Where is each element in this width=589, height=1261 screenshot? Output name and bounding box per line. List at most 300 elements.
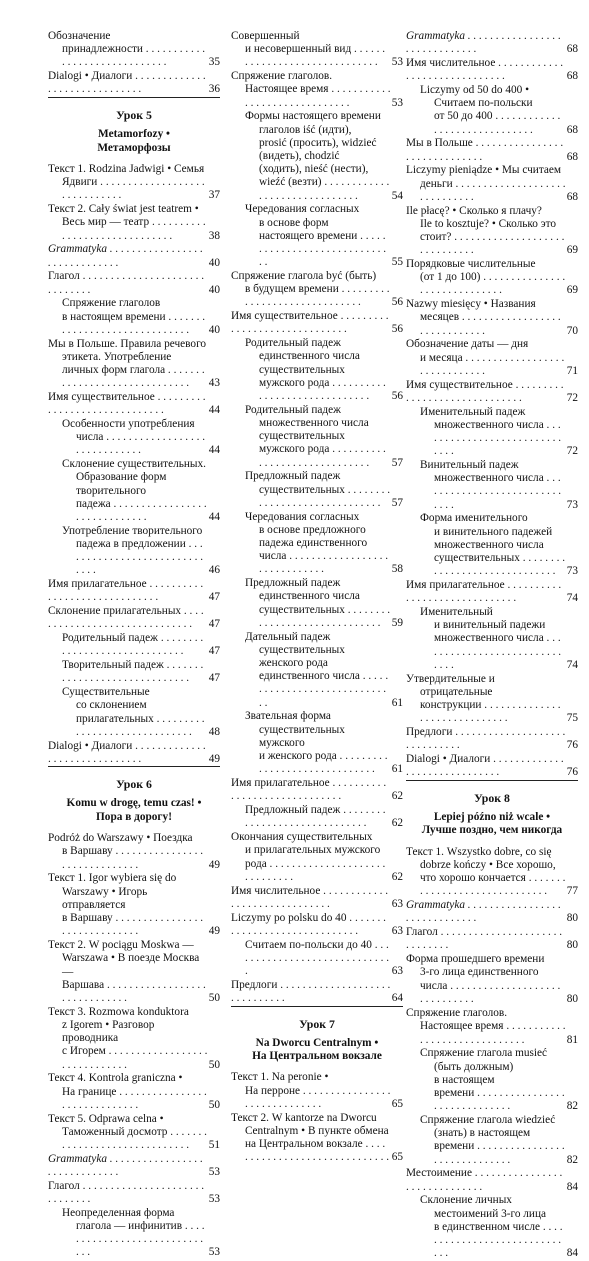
toc-page-number: 44 — [208, 444, 220, 457]
toc-entry — [48, 391, 220, 417]
toc-entry-text: Обозначение даты — дня и месяца . . . . . . . . . . . . . . . . . . . . . . . . . . . . . . — [406, 338, 565, 377]
dot-leader: . . . . . . . . . . . . . . . . . . . . . . . . . . . . . . — [231, 310, 389, 336]
toc-page-number: 84 — [566, 1180, 578, 1193]
toc-page-number: 72 — [566, 445, 578, 458]
toc-entry-text: Спряжение глаголов в настоящем времени . . . . . . . . . . . . . . . . . . . . . . . . . . . . . . — [62, 297, 206, 336]
toc-entry — [231, 912, 403, 938]
toc-entry-text: Текст 1. Igor wybiera się do Warszawy • Игорь отправляется в Варшаву . . . . . . . . . . . . . . . . . . . . . . . . . . . . . . — [48, 872, 204, 938]
toc-entry — [231, 979, 403, 1007]
toc-entry — [231, 110, 403, 202]
toc-page-number: 82 — [566, 1100, 578, 1113]
toc-entry — [406, 258, 578, 298]
toc-page-number: 81 — [566, 1033, 578, 1046]
toc-page-number: 58 — [391, 563, 403, 576]
toc-page-number: 63 — [391, 964, 403, 977]
dot-leader: . . . . . . . . . . . . . . . . . . . . . . . . . . . . . . — [406, 57, 564, 83]
toc-page-number: 62 — [391, 817, 403, 830]
toc-entry-text: Спряжение глагола wiedzieć (знать) в настоящем времени . . . . . . . . . . . . . . . . . . . . . . . . . . . . . . — [420, 1114, 565, 1166]
dot-leader: . . . . . . . . . . . . . . . . . . . . . . . . . . . . . . — [62, 1125, 207, 1151]
toc-page-number: 53 — [391, 96, 403, 109]
toc-page-number: 40 — [208, 256, 220, 269]
toc-entry — [48, 686, 220, 739]
dot-leader: . . . . . . . . . . . . . . . . . . . . . . . . . . . . . . — [434, 472, 562, 511]
dot-leader: . . . . . . . . . . . . . . . . . . . . . . . . . . . . . . — [245, 83, 391, 109]
toc-page-number: 68 — [566, 123, 578, 136]
toc-entry-text: Склонение существительных. Образование форм творительного падежа . . . . . . . . . . . . . . . . . . . . . . . . . . . . . . — [62, 458, 207, 523]
dot-leader: . . . . . . . . . . . . . . . . . . . . . . . . . . . . . . — [434, 110, 561, 136]
toc-page-number: 54 — [391, 189, 403, 202]
toc-entry-text: Спряжение глагола być (быть) в будущем времени . . . . . . . . . . . . . . . . . . . . . . . . . . . . . . — [231, 270, 390, 309]
toc-entry-text: Мы в Польше . . . . . . . . . . . . . . . . . . . . . . . . . . . . . . — [406, 137, 564, 163]
toc-page-number: 62 — [391, 790, 403, 803]
toc-page-number: 63 — [391, 924, 403, 937]
toc-page-number: 40 — [208, 283, 220, 296]
toc-entry-text: Винительный падеж множественного числа . . . . . . . . . . . . . . . . . . . . . . . . . . . . . . — [420, 459, 562, 511]
toc-entry-text: Творительный падеж . . . . . . . . . . . . . . . . . . . . . . . . . . . . . . — [62, 659, 204, 685]
toc-entry — [48, 458, 220, 524]
toc-page-number: 62 — [391, 870, 403, 883]
dot-leader: . . . . . . . . . . . . . . . . . . . . . . . . . . . . . . — [420, 699, 561, 725]
toc-entry — [48, 525, 220, 578]
toc-page-number: 73 — [566, 498, 578, 511]
dot-leader: . . . . . . . . . . . . . . . . . . . . . . . . . . . . . . — [76, 431, 206, 457]
toc-entry — [406, 846, 578, 899]
toc-entry — [231, 310, 403, 336]
toc-page-number: 75 — [566, 712, 578, 725]
toc-entry-text: Родительный падеж . . . . . . . . . . . . . . . . . . . . . . . . . . . . . . — [62, 632, 204, 658]
dot-leader: . . . . . . . . . . . . . . . . . . . . . . . . . . . . . . — [62, 632, 204, 658]
dot-leader: . . . . . . . . . . . . . . . . . . . . . . . . . . . . . . — [406, 378, 564, 404]
toc-entry-text: Спряжение глаголов. — [406, 1006, 508, 1019]
toc-page-number: 70 — [566, 324, 578, 337]
toc-entry — [406, 1047, 578, 1113]
toc-page-number: 68 — [566, 70, 578, 83]
dot-leader: . . . . . . . . . . . . . . . . . . . . . . . . . . . . . . — [259, 176, 390, 202]
toc-entry-text: Ile płacę? • Сколько я плачу? Ile to kosztuje? • Сколько это стоит? . . . . . . . . . . . . . . . . . . . . . . . . . . . . . . — [406, 204, 565, 257]
toc-entry — [231, 511, 403, 577]
lesson-heading: Урок 8 — [474, 790, 510, 805]
toc-entry — [406, 338, 578, 378]
toc-column-1 — [48, 30, 220, 1260]
toc-entry — [48, 70, 220, 98]
toc-entry-text: Порядковые числительные (от 1 до 100) . . . . . . . . . . . . . . . . . . . . . . . . . . . . . . — [406, 258, 566, 297]
toc-entry-text: Текст 1. Rodzina Jadwigi • Семья Ядвиги . . . . . . . . . . . . . . . . . . . . . . . . . . . . . . — [48, 162, 205, 202]
toc-entry-text: Чередования согласных в основе предложного падежа единственного числа . . . . . . . . . . . . . . . . . . . . . . . . . . . . . . — [245, 510, 389, 576]
dot-leader: . . . . . . . . . . . . . . . . . . . . . . . . . . . . . . — [62, 1085, 207, 1111]
toc-entry — [406, 673, 578, 726]
toc-page-number: 76 — [566, 739, 578, 752]
toc-page-number: 64 — [391, 991, 403, 1004]
dot-leader: . . . . . . . . . . . . . . . . . . . . . . . . . . . . . . — [245, 804, 386, 830]
toc-entry-text: Обозначение принадлежности . . . . . . . . . . . . . . . . . . . . . . . . . . . . . . — [48, 30, 206, 69]
toc-entry — [231, 1071, 403, 1111]
toc-entry-text: Считаем по-польски до 40 . . . . . . . . . . . . . . . . . . . . . . . . . . . . . . — [245, 938, 390, 977]
dot-leader: . . . . . . . . . . . . . . . . . . . . . . . . . . . . . . — [434, 632, 562, 671]
toc-entry — [48, 832, 220, 872]
toc-entry — [231, 404, 403, 470]
dot-leader: . . . . . . . . . . . . . . . . . . . . . . . . . . . . . . — [48, 605, 204, 631]
dot-leader: . . . . . . . . . . . . . . . . . . . . . . . . . . . . . . — [245, 938, 390, 977]
dot-leader: . . . . . . . . . . . . . . . . . . . . . . . . . . . . . . — [406, 926, 563, 952]
toc-entry-text: Настоящее время . . . . . . . . . . . . . . . . . . . . . . . . . . . . . . — [420, 1020, 566, 1046]
lesson-title: Lepiej późno niż wcale • Лучше поздно, чем никогда — [421, 810, 563, 837]
dot-leader: . . . . . . . . . . . . . . . . . . . . . . . . . . . . . . — [434, 1220, 563, 1260]
toc-entry-text: Имя прилагательное . . . . . . . . . . . . . . . . . . . . . . . . . . . . . . — [406, 579, 562, 605]
dot-leader: . . . . . . . . . . . . . . . . . . . . . . . . . . . . . . — [76, 712, 205, 738]
dot-leader: . . . . . . . . . . . . . . . . . . . . . . . . . . . . . . — [259, 229, 387, 269]
toc-entry — [406, 579, 578, 605]
toc-entry — [231, 470, 403, 510]
dot-leader: . . . . . . . . . . . . . . . . . . . . . . . . . . . . . . — [259, 603, 391, 629]
toc-entry-text: Предлоги . . . . . . . . . . . . . . . . . . . . . . . . . . . . . . — [231, 978, 391, 1004]
toc-entry — [48, 418, 220, 458]
toc-entry-text: Grammatyka . . . . . . . . . . . . . . . . . . . . . . . . . . . . . . — [406, 30, 562, 56]
dot-leader: . . . . . . . . . . . . . . . . . . . . . . . . . . . . . . — [434, 552, 566, 578]
toc-entry — [48, 338, 220, 391]
toc-entry-text: Текст 2. W pociągu Moskwa — Warszawa • В поезде Москва — Варшава . . . . . . . . . . . . . . . . . . . . . . . . . . . . . . — [48, 939, 206, 1004]
toc-page-number: 55 — [391, 256, 403, 269]
toc-entry — [231, 885, 403, 911]
lesson-heading: Урок 5 — [116, 108, 152, 123]
toc-entry — [406, 379, 578, 405]
toc-entry-text: Звательная форма существительных мужского и женского рода . . . . . . . . . . . . . . . . . . . . . . . . . . . . . . — [245, 710, 388, 776]
toc-page-number: 69 — [566, 244, 578, 257]
toc-entry-text: Имя существительное . . . . . . . . . . . . . . . . . . . . . . . . . . . . . . — [231, 310, 389, 336]
toc-page-number: 63 — [391, 897, 403, 910]
toc-entry-text: Предлоги . . . . . . . . . . . . . . . . . . . . . . . . . . . . . . — [406, 726, 566, 752]
toc-page-number: 77 — [566, 885, 578, 898]
dot-leader: . . . . . . . . . . . . . . . . . . . . . . . . . . . . . . — [420, 271, 566, 297]
toc-page-number: 57 — [391, 456, 403, 469]
toc-entry-text: Утвердительные и отрицательные конструкции . . . . . . . . . . . . . . . . . . . . . . . . . . . . . . — [406, 672, 561, 725]
toc-entry — [406, 1114, 578, 1167]
toc-page-number: 53 — [208, 1165, 220, 1178]
dot-leader: . . . . . . . . . . . . . . . . . . . . . . . . . . . . . . — [406, 1167, 563, 1193]
toc-entry — [48, 163, 220, 203]
toc-entry — [48, 1072, 220, 1112]
dot-leader: . . . . . . . . . . . . . . . . . . . . . . . . . . . . . . — [406, 30, 562, 56]
toc-page-number: 35 — [208, 56, 220, 69]
toc-page-number: 68 — [566, 43, 578, 56]
toc-entry — [48, 578, 220, 604]
toc-page-number: 74 — [566, 658, 578, 671]
toc-entry-text: Глагол . . . . . . . . . . . . . . . . . . . . . . . . . . . . . . — [48, 270, 205, 296]
toc-column-2 — [231, 30, 403, 1165]
toc-entry-text: Текст 3. Rozmowa konduktora z Igorem • Разговор проводника с Игорем . . . . . . . . . . . . . . . . . . . . . . . . . . . . . . — [48, 1005, 208, 1071]
toc-entry-text: Совершенный и несовершенный вид . . . . . . . . . . . . . . . . . . . . . . . . . . . . . . — [231, 30, 386, 69]
toc-page-number: 44 — [208, 404, 220, 417]
toc-page-number: 46 — [208, 564, 220, 577]
toc-entry — [406, 926, 578, 952]
dot-leader: . . . . . . . . . . . . . . . . . . . . . . . . . . . . . . — [406, 726, 566, 752]
dot-leader: . . . . . . . . . . . . . . . . . . . . . . . . . . . . . . — [62, 176, 205, 202]
toc-page-number: 76 — [566, 766, 578, 779]
toc-entry — [231, 30, 403, 70]
dot-leader: . . . . . . . . . . . . . . . . . . . . . . . . . . . . . . — [76, 537, 204, 577]
toc-page-number: 82 — [566, 1153, 578, 1166]
dot-leader: . . . . . . . . . . . . . . . . . . . . . . . . . . . . . . — [48, 1179, 205, 1205]
dot-leader: . . . . . . . . . . . . . . . . . . . . . . . . . . . . . . — [259, 443, 386, 469]
toc-page-number: 53 — [208, 1192, 220, 1205]
toc-page-number: 40 — [208, 323, 220, 336]
dot-leader: . . . . . . . . . . . . . . . . . . . . . . . . . . . . . . — [48, 739, 206, 765]
toc-page-number: 56 — [391, 323, 403, 336]
toc-page-number: 50 — [208, 1058, 220, 1071]
dot-leader: . . . . . . . . . . . . . . . . . . . . . . . . . . . . . . — [48, 578, 204, 604]
dot-leader: . . . . . . . . . . . . . . . . . . . . . . . . . . . . . . — [245, 283, 390, 309]
dot-leader: . . . . . . . . . . . . . . . . . . . . . . . . . . . . . . — [406, 579, 562, 605]
dot-leader: . . . . . . . . . . . . . . . . . . . . . . . . . . . . . . — [420, 311, 561, 337]
toc-page-number: 47 — [208, 618, 220, 631]
lesson-title: Metamorfozy • Метаморфозы — [97, 128, 171, 154]
toc-entry-text: Предложный падеж . . . . . . . . . . . . . . . . . . . . . . . . . . . . . . — [245, 804, 386, 830]
toc-page-number: 65 — [391, 1151, 403, 1164]
toc-entry-text: Мы в Польше. Правила речевого этикета. Употребление личных форм глагола . . . . . . . . . . . . . . . . . . . . . . . . . . . . . . — [48, 337, 207, 390]
dot-leader: . . . . . . . . . . . . . . . . . . . . . . . . . . . . . . — [76, 497, 207, 523]
toc-entry-text: Grammatyka . . . . . . . . . . . . . . . . . . . . . . . . . . . . . . — [48, 243, 204, 269]
dot-leader: . . . . . . . . . . . . . . . . . . . . . . . . . . . . . . — [62, 43, 206, 69]
toc-entry — [231, 270, 403, 310]
toc-page-number: 47 — [208, 672, 220, 685]
toc-entry — [48, 632, 220, 658]
toc-entry — [48, 872, 220, 938]
dot-leader: . . . . . . . . . . . . . . . . . . . . . . . . . . . . . . — [62, 363, 205, 390]
toc-entry — [406, 57, 578, 83]
toc-page-number: 80 — [566, 992, 578, 1005]
toc-entry-text: Дательный падеж существительных женского рода единственного числа . . . . . . . . . . . . . . . . . . . . . . . . . . . . . . — [245, 630, 389, 709]
toc-entry-text: Глагол . . . . . . . . . . . . . . . . . . . . . . . . . . . . . . — [48, 1179, 205, 1205]
toc-entry-text: Liczymy od 50 do 400 • Считаем по-польски от 50 до 400 . . . . . . . . . . . . . . . . . . . . . . . . . . . . . . — [420, 84, 561, 136]
dot-leader: . . . . . . . . . . . . . . . . . . . . . . . . . . . . . . — [231, 911, 387, 937]
toc-entry — [231, 337, 403, 403]
dot-leader: . . . . . . . . . . . . . . . . . . . . . . . . . . . . . . — [434, 1140, 565, 1166]
toc-page-number: 73 — [566, 565, 578, 578]
toc-page-number: 36 — [208, 83, 220, 96]
toc-page-number: 68 — [566, 150, 578, 163]
toc-page-number: 56 — [391, 390, 403, 403]
toc-page-number: 53 — [391, 56, 403, 69]
toc-page-number: 59 — [391, 616, 403, 629]
toc-entry-text: Dialogi • Диалоги . . . . . . . . . . . . . . . . . . . . . . . . . . . . . . — [48, 739, 206, 765]
toc-entry-text: Неопределенная форма глагола — инфинитив . . . . . . . . . . . . . . . . . . . . . . . . . . . . . . — [62, 1206, 205, 1259]
toc-entry — [406, 512, 578, 578]
toc-entry-text: Именительный и винительный падежи множественного числа . . . . . . . . . . . . . . . . . . . . . . . . . . . . . . — [420, 606, 562, 671]
toc-entry — [406, 1007, 578, 1020]
toc-page-number: 65 — [391, 1097, 403, 1110]
toc-entry-text: Родительный падеж множественного числа существительных мужского рода . . . . . . . . . . . . . . . . . . . . . . . . . . . . . . — [245, 403, 386, 469]
toc-entry-text: Dialogi • Диалоги . . . . . . . . . . . . . . . . . . . . . . . . . . . . . . — [406, 753, 564, 779]
toc-entry-text: Предложный падеж существительных . . . . . . . . . . . . . . . . . . . . . . . . . . . . . . — [245, 470, 391, 509]
dot-leader: . . . . . . . . . . . . . . . . . . . . . . . . . . . . . . — [231, 777, 387, 803]
toc-entry — [406, 84, 578, 137]
toc-entry-text: Окончания существительных и прилагательных мужского рода . . . . . . . . . . . . . . . . . . . . . . . . . . . . . . — [231, 831, 386, 883]
dot-leader: . . . . . . . . . . . . . . . . . . . . . . . . . . . . . . — [420, 872, 566, 898]
toc-entry-text: Текст 2. Cały świat jest teatrem • Весь мир — театр . . . . . . . . . . . . . . . . . . . . . . . . . . . . . . — [48, 203, 206, 242]
toc-entry-text: Podróż do Warszawy • Поездка в Варшаву . . . . . . . . . . . . . . . . . . . . . . . . . . . . . . — [48, 832, 204, 871]
dot-leader: . . . . . . . . . . . . . . . . . . . . . . . . . . . . . . — [231, 978, 391, 1004]
toc-page-number: 50 — [208, 991, 220, 1004]
toc-entry — [406, 298, 578, 338]
toc-entry — [48, 1006, 220, 1072]
dot-leader: . . . . . . . . . . . . . . . . . . . . . . . . . . . . . . — [434, 418, 562, 458]
toc-page-number: 56 — [391, 296, 403, 309]
toc-entry-text: Именительный падеж множественного числа . . . . . . . . . . . . . . . . . . . . . . . . . . . . . . — [420, 405, 562, 458]
dot-leader: . . . . . . . . . . . . . . . . . . . . . . . . . . . . . . — [48, 70, 206, 96]
toc-entry-text: Dialogi • Диалоги . . . . . . . . . . . . . . . . . . . . . . . . . . . . . . — [48, 70, 206, 96]
toc-entry-text: Особенности употребления числа . . . . . . . . . . . . . . . . . . . . . . . . . . . . . . — [62, 417, 206, 457]
dot-leader: . . . . . . . . . . . . . . . . . . . . . . . . . . . . . . — [259, 750, 388, 776]
dot-leader: . . . . . . . . . . . . . . . . . . . . . . . . . . . . . . — [259, 670, 389, 709]
toc-page-number: 74 — [566, 592, 578, 605]
toc-entry-text: Имя прилагательное . . . . . . . . . . . . . . . . . . . . . . . . . . . . . . — [48, 578, 204, 604]
dot-leader: . . . . . . . . . . . . . . . . . . . . . . . . . . . . . . — [62, 216, 206, 242]
toc-entry — [406, 953, 578, 1006]
toc-entry-text: Спряжение глагола musieć (быть должным) в настоящем времени . . . . . . . . . . . . . . . . . . . . . . . . . . . . . . — [420, 1047, 565, 1113]
toc-page-number: 57 — [391, 496, 403, 509]
toc-page-number: 68 — [566, 190, 578, 203]
dot-leader: . . . . . . . . . . . . . . . . . . . . . . . . . . . . . . — [62, 845, 204, 871]
lesson-heading: Урок 7 — [299, 1016, 335, 1031]
toc-entry-text: Liczymy po polsku do 40 . . . . . . . . . . . . . . . . . . . . . . . . . . . . . . — [231, 911, 387, 937]
toc-entry — [48, 1180, 220, 1206]
toc-entry-text: Liczymy pieniądze • Мы считаем деньги . . . . . . . . . . . . . . . . . . . . . . . . . . . . . . — [406, 164, 566, 203]
toc-page-number: 84 — [566, 1247, 578, 1260]
lesson-title: Komu w drogę, temu czas! • Пора в дорогу! — [66, 797, 202, 823]
dot-leader: . . . . . . . . . . . . . . . . . . . . . . . . . . . . . . — [62, 659, 204, 685]
toc-entry — [48, 203, 220, 243]
lesson-heading: Урок 6 — [116, 777, 152, 792]
dot-leader: . . . . . . . . . . . . . . . . . . . . . . . . . . . . . . — [420, 1020, 566, 1046]
toc-entry — [231, 939, 403, 979]
toc-page-number: 38 — [208, 229, 220, 242]
toc-page-number: 80 — [566, 939, 578, 952]
dot-leader: . . . . . . . . . . . . . . . . . . . . . . . . . . . . . . — [406, 899, 562, 925]
toc-entry — [406, 753, 578, 781]
dot-leader: . . . . . . . . . . . . . . . . . . . . . . . . . . . . . . — [48, 1152, 204, 1178]
toc-entry — [48, 1153, 220, 1179]
dot-leader: . . . . . . . . . . . . . . . . . . . . . . . . . . . . . . — [231, 884, 389, 910]
dot-leader: . . . . . . . . . . . . . . . . . . . . . . . . . . . . . . — [62, 912, 204, 938]
lesson-title: Na Dworcu Centralnym • На Центральном вокзале — [252, 1036, 382, 1063]
dot-leader: . . . . . . . . . . . . . . . . . . . . . . . . . . . . . . — [259, 550, 389, 576]
toc-entry-text: Имя существительное . . . . . . . . . . . . . . . . . . . . . . . . . . . . . . — [48, 390, 206, 417]
toc-entry — [406, 164, 578, 204]
toc-entry — [406, 726, 578, 752]
toc-entry-text: Форма прошедшего времени 3-го лица единственного числа . . . . . . . . . . . . . . . . . . . . . . . . . . . . . . — [406, 953, 561, 1005]
toc-entry — [406, 30, 578, 56]
toc-entry — [231, 1112, 403, 1165]
toc-entry-text: Формы настоящего времени глаголов iść (идти), prosić (просить), widzieć (видеть), chodzić (ходить), nieść (нести), wieźć (везти) . . . . . . . . . . . . . . . . . . . . . . . . . . . . . . — [245, 110, 390, 202]
toc-entry — [48, 30, 220, 70]
toc-entry-text: Употребление творительного падежа в предложении . . . . . . . . . . . . . . . . . . . . . . . . . . . . . . — [62, 524, 204, 577]
toc-page-number: 80 — [566, 912, 578, 925]
dot-leader: . . . . . . . . . . . . . . . . . . . . . . . . . . . . . . — [62, 310, 206, 336]
toc-entry-text: Имя прилагательное . . . . . . . . . . . . . . . . . . . . . . . . . . . . . . — [231, 777, 387, 803]
toc-page-number: 71 — [566, 364, 578, 377]
dot-leader: . . . . . . . . . . . . . . . . . . . . . . . . . . . . . . — [245, 857, 386, 883]
dot-leader: . . . . . . . . . . . . . . . . . . . . . . . . . . . . . . — [420, 177, 566, 203]
dot-leader: . . . . . . . . . . . . . . . . . . . . . . . . . . . . . . — [434, 1087, 565, 1113]
toc-entry-text: Текст 2. W kantorze na Dworcu Centralnym • В пункте обмена на Центральном вокзале . . . . . . . . . . . . . . . . . . . . . . . . . . . . . . — [231, 1111, 390, 1164]
toc-entry — [231, 631, 403, 710]
toc-entry — [406, 1020, 578, 1046]
toc-page-number: 37 — [208, 189, 220, 202]
toc-entry — [406, 205, 578, 258]
toc-entry-text: Текст 5. Odprawa celna • Таможенный досмотр . . . . . . . . . . . . . . . . . . . . . . . . . . . . . . — [48, 1112, 207, 1151]
toc-page-number: 50 — [208, 1098, 220, 1111]
toc-entry-text: Grammatyka . . . . . . . . . . . . . . . . . . . . . . . . . . . . . . — [48, 1152, 204, 1178]
toc-entry — [406, 1167, 578, 1193]
toc-page-number: 47 — [208, 591, 220, 604]
toc-entry-text: Текст 1. Wszystko dobre, co się dobrze kończy • Все хорошо, что хорошо кончается . . . . . . . . . . . . . . . . . . . . . . . . . . . . . . — [406, 845, 566, 898]
dot-leader: . . . . . . . . . . . . . . . . . . . . . . . . . . . . . . — [406, 137, 564, 163]
toc-page-number: 61 — [391, 763, 403, 776]
toc-entry-text: Текст 1. Na peronie • На перроне . . . . . . . . . . . . . . . . . . . . . . . . . . . . . . — [231, 1071, 391, 1110]
toc-entry-text: Склонение прилагательных . . . . . . . . . . . . . . . . . . . . . . . . . . . . . . — [48, 605, 204, 631]
toc-entry — [231, 804, 403, 830]
toc-entry-text: Текст 4. Kontrola graniczna • На границе . . . . . . . . . . . . . . . . . . . . . . . . . . . . . . — [48, 1072, 207, 1111]
toc-entry — [48, 605, 220, 631]
toc-entry — [406, 1194, 578, 1260]
toc-entry-text: Имя существительное . . . . . . . . . . . . . . . . . . . . . . . . . . . . . . — [406, 378, 564, 404]
toc-entry — [48, 659, 220, 685]
toc-entry — [406, 459, 578, 512]
toc-page-number: 49 — [208, 925, 220, 938]
dot-leader: . . . . . . . . . . . . . . . . . . . . . . . . . . . . . . — [406, 753, 564, 779]
dot-leader: . . . . . . . . . . . . . . . . . . . . . . . . . . . . . . — [245, 43, 386, 69]
toc-entry-text: Спряжение глаголов. Настоящее время . . . . . . . . . . . . . . . . . . . . . . . . . . . . . . — [231, 70, 391, 109]
dot-leader: . . . . . . . . . . . . . . . . . . . . . . . . . . . . . . — [48, 390, 206, 417]
dot-leader: . . . . . . . . . . . . . . . . . . . . . . . . . . . . . . — [245, 1084, 391, 1110]
toc-entry — [231, 577, 403, 630]
dot-leader: . . . . . . . . . . . . . . . . . . . . . . . . . . . . . . — [48, 270, 205, 296]
toc-entry — [48, 270, 220, 296]
toc-page-number: 47 — [208, 645, 220, 658]
toc-entry — [48, 297, 220, 337]
toc-entry — [406, 899, 578, 925]
toc-page-number: 51 — [208, 1138, 220, 1151]
toc-entry-text: Имя числительное . . . . . . . . . . . . . . . . . . . . . . . . . . . . . . — [231, 884, 389, 910]
dot-leader: . . . . . . . . . . . . . . . . . . . . . . . . . . . . . . — [420, 351, 565, 377]
toc-entry — [231, 710, 403, 776]
toc-entry-text: Форма именительного и винительного падежей множественного числа существительных . . . . . . . . . . . . . . . . . . . . . . . . . . . . . . — [420, 512, 566, 578]
toc-entry-text: Nazwy miesięcy • Названия месяцев . . . . . . . . . . . . . . . . . . . . . . . . . . . . . . — [406, 298, 561, 337]
toc-page-number: 44 — [208, 510, 220, 523]
toc-entry — [48, 740, 220, 768]
toc-entry — [231, 70, 403, 110]
toc-entry — [48, 1207, 220, 1260]
toc-entry-text: Склонение личных местоимений 3-го лица в единственном числе . . . . . . . . . . . . . . . . . . . . . . . . . . . . . . — [420, 1194, 563, 1260]
toc-entry — [406, 606, 578, 672]
toc-entry — [406, 137, 578, 163]
toc-entry — [48, 243, 220, 269]
toc-entry-text: Существительные со склонением прилагательных . . . . . . . . . . . . . . . . . . . . . . . . . . . . . . — [62, 686, 205, 738]
toc-entry-text: Родительный падеж единственного числа существительных мужского рода . . . . . . . . . . . . . . . . . . . . . . . . . . . . . . — [245, 337, 386, 403]
toc-entry-text: Имя числительное . . . . . . . . . . . . . . . . . . . . . . . . . . . . . . — [406, 57, 564, 83]
toc-page-number: 53 — [208, 1246, 220, 1259]
dot-leader: . . . . . . . . . . . . . . . . . . . . . . . . . . . . . . — [259, 376, 386, 403]
toc-page-number: 72 — [566, 391, 578, 404]
dot-leader: . . . . . . . . . . . . . . . . . . . . . . . . . . . . . . — [259, 483, 391, 509]
table-of-contents — [48, 30, 578, 1260]
toc-entry-text: Глагол . . . . . . . . . . . . . . . . . . . . . . . . . . . . . . — [406, 926, 563, 952]
toc-entry-text: Предложный падеж единственного числа существительных . . . . . . . . . . . . . . . . . . . . . . . . . . . . . . — [245, 577, 391, 629]
toc-entry — [231, 203, 403, 269]
toc-column-3 — [406, 30, 578, 1261]
toc-page-number: 61 — [391, 696, 403, 709]
toc-page-number: 48 — [208, 725, 220, 738]
toc-page-number: 69 — [566, 284, 578, 297]
